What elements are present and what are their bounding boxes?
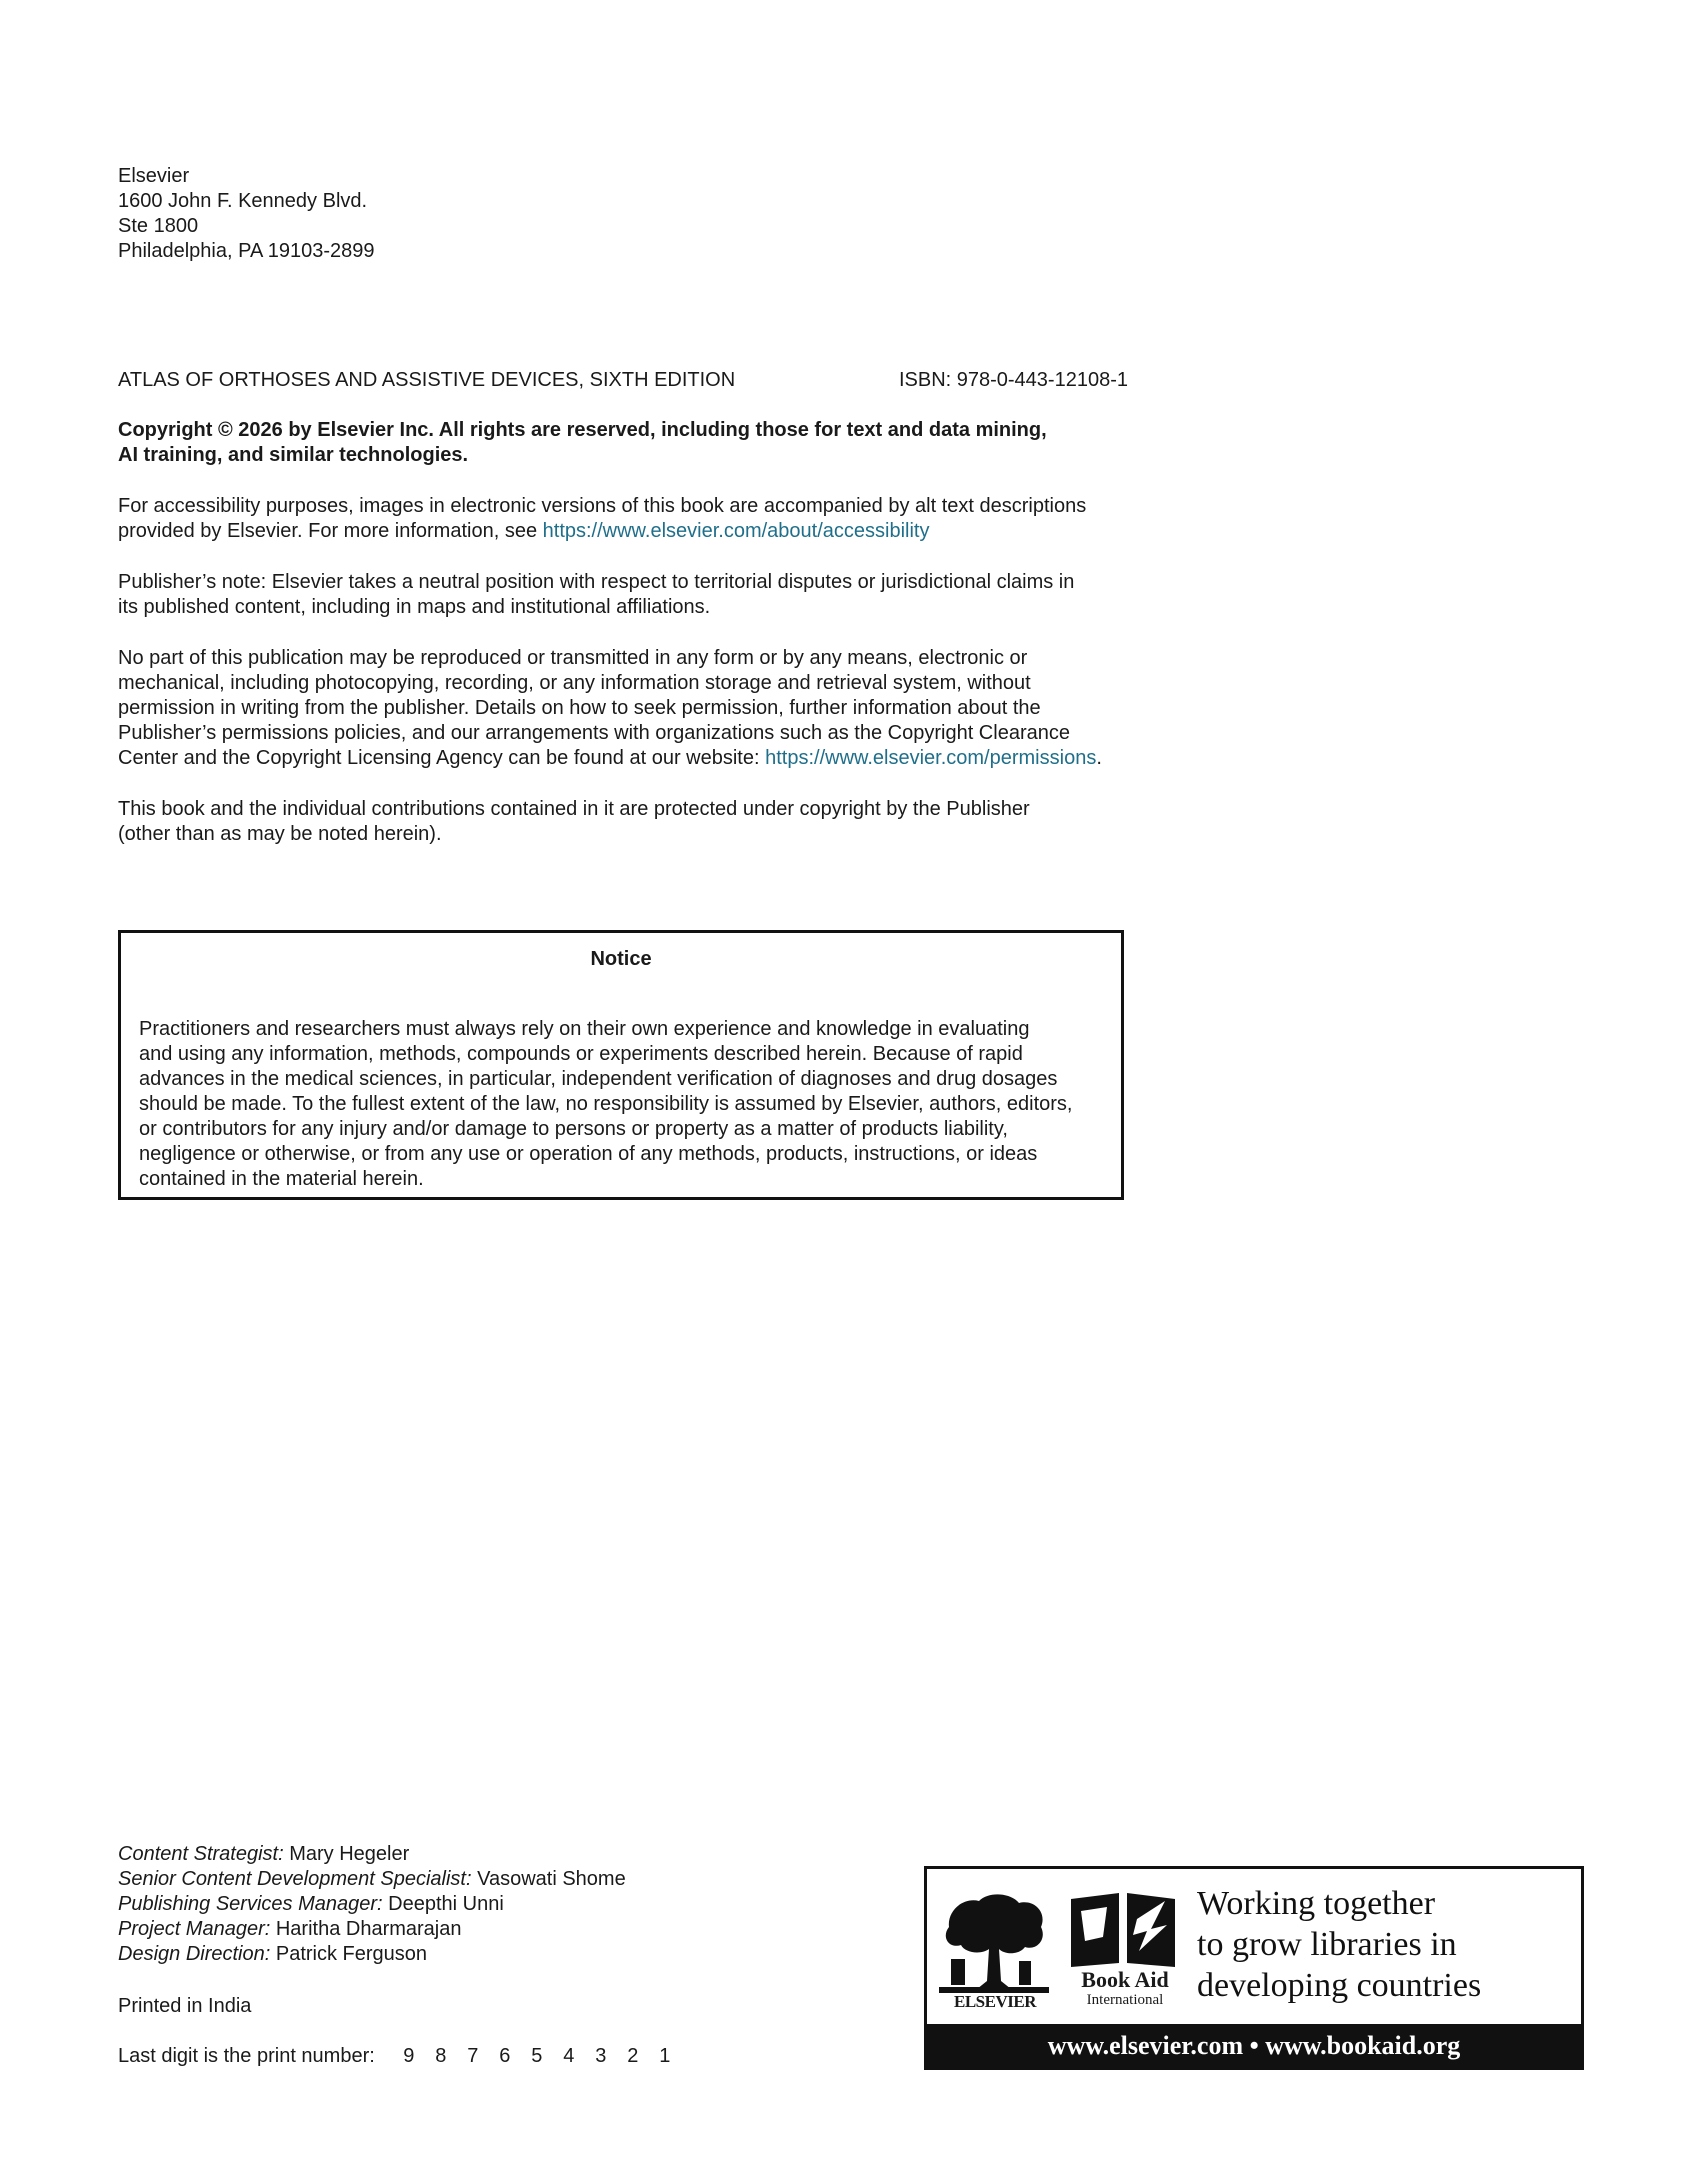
notice-body <box>139 1017 1103 1192</box>
address-line: Philadelphia, PA 19103-2899 <box>118 240 375 262</box>
address-line: Elsevier <box>118 165 190 187</box>
book-aid-logo-subtext: International <box>1086 1992 1164 2008</box>
accessibility-paragraph <box>118 494 1128 544</box>
print-digit: 6 <box>499 2045 511 2067</box>
accessibility-text: provided by Elsevier. For more information, see <box>118 520 543 542</box>
notice-box <box>118 930 1124 1200</box>
print-digits <box>393 2045 681 2067</box>
notice-line: should be made. To the fullest extent of the law, no responsibility is assumed by Elsevier, authors, editors, <box>139 1093 1073 1115</box>
credit-role: Design Direction: <box>118 1943 271 1965</box>
address-line: Ste 1800 <box>118 215 199 237</box>
credit-line <box>118 1842 626 1867</box>
print-number-line <box>118 2044 681 2069</box>
reproduction-line: Publisher’s permissions policies, and our arrangements with organizations such as the Copyright Clearance <box>118 722 1070 744</box>
publisher-note-line: its published content, including in maps and institutional affiliations. <box>118 596 711 618</box>
print-digit: 9 <box>403 2045 415 2067</box>
credit-line <box>118 1867 626 1892</box>
print-digit: 3 <box>595 2045 607 2067</box>
credit-name: Vasowati Shome <box>477 1868 626 1890</box>
book-aid-logo-text: Book Aid <box>1081 1967 1169 1992</box>
publisher-address <box>118 164 375 264</box>
elsevier-tree-logo-icon <box>939 1889 1049 1994</box>
notice-line: contained in the material herein. <box>139 1168 424 1190</box>
notice-line: advances in the medical sciences, in particular, independent verification of diagnoses and drug dosages <box>139 1068 1058 1090</box>
notice-line: and using any information, methods, compounds or experiments described herein. Because of rapid <box>139 1043 1023 1065</box>
copyright-line: Copyright © 2026 by Elsevier Inc. All rights are reserved, including those for text and data mining, <box>118 419 1047 441</box>
credit-line <box>118 1892 626 1917</box>
accessibility-line <box>118 519 1128 544</box>
credit-role: Project Manager: <box>118 1918 271 1940</box>
reproduction-period: . <box>1096 747 1102 769</box>
reproduction-line: permission in writing from the publisher. Details on how to seek permission, further information about the <box>118 697 1041 719</box>
printed-in: Printed in India <box>118 1995 252 2017</box>
publisher-note <box>118 570 1128 620</box>
title-isbn-row <box>118 368 1128 393</box>
credit-name: Deepthi Unni <box>388 1893 504 1915</box>
credit-name: Mary Hegeler <box>289 1843 410 1865</box>
notice-line: Practitioners and researchers must always rely on their own experience and knowledge in evaluating <box>139 1018 1030 1040</box>
accessibility-link[interactable]: https://www.elsevier.com/about/accessibility <box>542 520 930 542</box>
reproduction-line: No part of this publication may be reproduced or transmitted in any form or by any means, electronic or <box>118 647 1028 669</box>
ad-footer-urls: www.elsevier.com • www.bookaid.org <box>927 2024 1581 2067</box>
production-credits <box>118 1842 626 1967</box>
print-digit: 8 <box>435 2045 447 2067</box>
address-line: 1600 John F. Kennedy Blvd. <box>118 190 368 212</box>
copyright-line: AI training, and similar technologies. <box>118 444 469 466</box>
book-title: ATLAS OF ORTHOSES AND ASSISTIVE DEVICES, SIXTH EDITION <box>118 369 736 391</box>
print-digit: 5 <box>531 2045 543 2067</box>
reproduction-line: mechanical, including photocopying, recording, or any information storage and retrieval system, without <box>118 672 1031 694</box>
credit-role: Senior Content Development Specialist: <box>118 1868 472 1890</box>
tagline-line: developing countries <box>1197 1967 1482 2004</box>
credit-role: Content Strategist: <box>118 1843 284 1865</box>
permissions-link[interactable]: https://www.elsevier.com/permissions <box>765 747 1097 769</box>
ad-tagline <box>1197 1883 1577 2006</box>
reproduction-paragraph <box>118 646 1128 771</box>
print-digit: 4 <box>563 2045 575 2067</box>
publisher-note-line: Publisher’s note: Elsevier takes a neutral position with respect to territorial disputes or jurisdictional claims in <box>118 571 1075 593</box>
notice-title: Notice <box>590 948 652 970</box>
credit-name: Haritha Dharmarajan <box>275 1918 462 1940</box>
copyright-statement <box>118 418 1128 468</box>
notice-line: negligence or otherwise, or from any use or operation of any methods, products, instructions, or ideas <box>139 1143 1038 1165</box>
isbn: ISBN: 978-0-443-12108-1 <box>898 369 1128 391</box>
tagline-line: Working together <box>1197 1885 1436 1922</box>
protected-line: This book and the individual contributions contained in it are protected under copyright by the Publisher <box>118 798 1030 820</box>
print-digit: 1 <box>659 2045 671 2067</box>
book-aid-advertisement <box>924 1866 1584 2070</box>
print-digit: 2 <box>627 2045 639 2067</box>
book-aid-logo-icon <box>1067 1889 1179 1971</box>
reproduction-line <box>118 746 1128 771</box>
print-number-label: Last digit is the print number: <box>118 2045 375 2067</box>
reproduction-text: Center and the Copyright Licensing Agency can be found at our website: <box>118 747 766 769</box>
elsevier-logo-text: ELSEVIER <box>954 1992 1036 2011</box>
notice-line: or contributors for any injury and/or damage to persons or property as a matter of products liability, <box>139 1118 1008 1140</box>
protected-line: (other than as may be noted herein). <box>118 823 442 845</box>
print-digit: 7 <box>467 2045 479 2067</box>
accessibility-line: For accessibility purposes, images in electronic versions of this book are accompanied by alt text descriptions <box>118 495 1087 517</box>
credit-line <box>118 1942 626 1967</box>
credit-line <box>118 1917 626 1942</box>
credit-name: Patrick Ferguson <box>275 1943 428 1965</box>
tagline-line: to grow libraries in <box>1197 1926 1457 1963</box>
credit-role: Publishing Services Manager: <box>118 1893 383 1915</box>
protected-paragraph <box>118 797 1128 847</box>
